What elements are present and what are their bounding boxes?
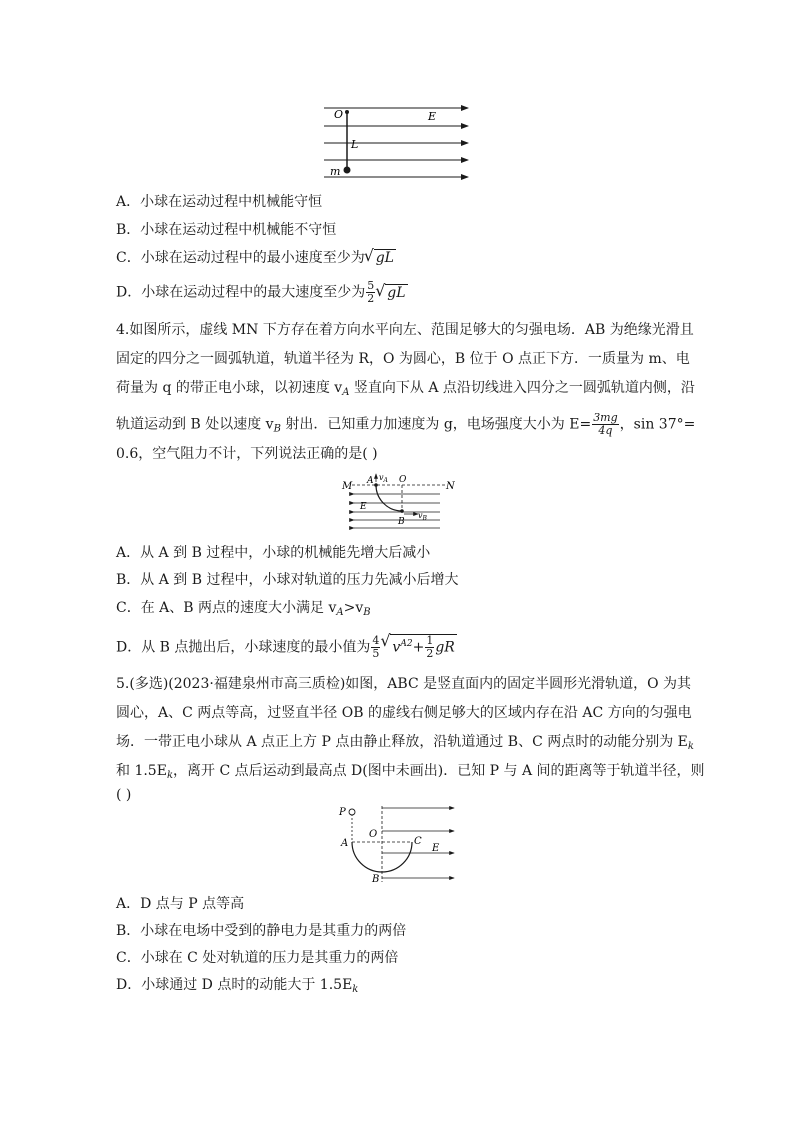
label-M: M [342, 481, 353, 492]
q4-stem-line-5: 0.6，空气阻力不计，下列说法正确的是( ) [116, 446, 378, 462]
q4-option-c: C．在 A、B 两点的速度大小满足 $v_A>v_B$ [116, 600, 371, 618]
q5-option-b: B．小球在电场中受到的静电力是其重力的两倍 [116, 923, 407, 939]
q4-option-d: D．从 B 点抛出后，小球速度的最小值为 $\frac{4}{5}$ √ $v^{A2}+$ $\frac{1}{2}$ gR [116, 634, 457, 660]
q4-stem-line-2: 固定的四分之一圆弧轨道，轨道半径为 R，O 为圆心，B 位于 O 点正下方．一质量为 m、电 [116, 351, 690, 367]
fraction: $\frac{4}{5}$ [372, 634, 380, 660]
q5-option-c: C．小球在 C 处对轨道的压力是其重力的两倍 [116, 950, 399, 966]
q3-option-c-text: C．小球在运动过程中的最小速度至少为 [116, 250, 365, 266]
label-N: N [446, 481, 455, 492]
label-vB: $v_B$ [418, 511, 427, 522]
sqrt-expression: √ $v^{A2}+$ $\frac{1}{2}$ gR [390, 634, 456, 660]
q3-option-d-text: D．小球在运动过程中的最大速度至少为 [116, 284, 366, 301]
q4-option-a: A．从 A 到 B 过程中，小球的机械能先增大后减小 [116, 545, 431, 561]
label-P: P [339, 807, 346, 818]
q3-option-c [116, 248, 396, 268]
q3-option-a: A．小球在运动过程中机械能守恒 [116, 194, 323, 210]
label-L: L [351, 138, 359, 151]
label-B: B [372, 874, 380, 885]
label-E: E [428, 110, 437, 123]
label-O: O [334, 108, 344, 121]
label-vA: $v_A$ [379, 473, 388, 484]
label-E: E [432, 843, 440, 854]
ball-mass [344, 167, 351, 174]
q5-stem-line-4: 和 $1.5E_k$，离开 C 点后运动到最高点 D(图中未画出)．已知 P 与 A 间的距离等于轨道半径，则 [116, 763, 705, 781]
q4-stem-line-3: 荷量为 q 的带正电小球，以初速度 $v_A$ 竖直向下从 A 点沿切线进入四分之一圆弧轨道内侧，沿 [116, 380, 695, 398]
point-B [400, 509, 404, 513]
sqrt-expression: √ gL [385, 284, 407, 301]
label-A: A [367, 476, 374, 486]
figure-q3-pendulum-in-field [320, 102, 472, 184]
point-A [374, 483, 378, 487]
label-B: B [398, 517, 405, 527]
q4-stem-line-1: 4.如图所示，虚线 MN 下方存在着方向水平向左、范围足够大的匀强电场．AB 为绝缘光滑且 [116, 322, 694, 338]
q5-stem-line-5: ( ) [116, 787, 132, 803]
q5-stem-line-1: 5.(多选)(2023·福建泉州市高三质检)如图，ABC 是竖直面内的固定半圆形光滑轨道，O 为其 [116, 676, 692, 692]
label-m: m [330, 165, 341, 178]
fraction: $\frac{5}{2}$ [367, 279, 375, 305]
q5-stem-line-2: 圆心，A、C 两点等高，过竖直半径 OB 的虚线右侧足够大的区域内存在沿 AC 方向的匀强电 [116, 705, 692, 721]
label-C: C [414, 836, 422, 847]
label-O: O [399, 475, 407, 485]
figure-q5-semicircle-track [336, 800, 460, 888]
quarter-arc-track [376, 485, 402, 511]
sqrt-expression: √ gL [374, 249, 396, 266]
q4-option-b: B．从 A 到 B 过程中，小球对轨道的压力先减小后增大 [116, 572, 459, 588]
label-O: O [369, 829, 378, 840]
ball-at-P [349, 809, 355, 815]
label-E: E [360, 502, 367, 512]
q5-stem-line-3: 场．一带正电小球从 A 点正上方 P 点由静止释放，沿轨道通过 B、C 两点时的动能分别为 $E_k$ [116, 734, 694, 752]
q5-option-d: D．小球通过 D 点时的动能大于 $1.5E_k$ [116, 977, 359, 995]
fraction: $\frac{3mg}{4q}$ [593, 411, 618, 437]
q3-option-d [116, 280, 408, 305]
pivot-point [345, 110, 349, 114]
label-A: A [341, 838, 349, 849]
figure-q4-quarter-arc [340, 472, 460, 534]
q4-stem-line-4: 轨道运动到 B 处以速度 $v_B$ 射出．已知重力加速度为 g，电场强度大小为 E= $\frac{3mg}{4q}$ ，sin 37°= [116, 411, 696, 437]
q3-option-b: B．小球在运动过程中机械能不守恒 [116, 222, 337, 238]
q5-option-a: A．D 点与 P 点等高 [116, 896, 245, 912]
